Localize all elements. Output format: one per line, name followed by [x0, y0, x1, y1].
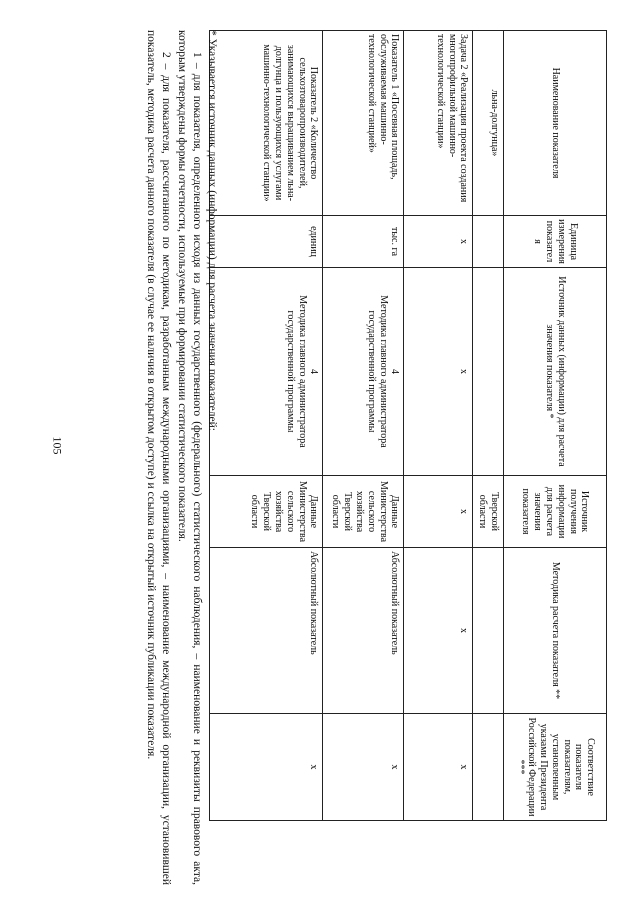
cell-data-source: 4 Методика главного администратора государственной программы — [323, 268, 404, 476]
header-name: Наименование показателя — [504, 31, 607, 216]
page-number: 105 — [50, 436, 65, 455]
cell-unit: х — [404, 216, 473, 268]
header-unit: Единица измерения показателя — [504, 216, 607, 268]
header-compliance: Соответствие показателя показателям, установленным указами Президента Российской Федерации *** — [504, 714, 607, 821]
header-data-source: Источник данных (информации) для расчета значения показателя * — [504, 268, 607, 476]
header-info-source: Источник получения информации для расчета значения показателя — [504, 476, 607, 548]
footnotes — [143, 30, 219, 885]
table-row — [323, 31, 404, 821]
cell-name: Показатель 1 «Посевная площадь, обслуживаемая машинно-технологической станцией» — [323, 31, 404, 216]
cell-unit — [473, 216, 504, 268]
cell-unit: единиц — [210, 216, 323, 268]
cell-info-source: Данные Министерства сельского хозяйства Тверской области — [323, 476, 404, 548]
cell-name: Задача 2 «Реализация проекта создания многопрофильной машинно-технологической станции» — [404, 31, 473, 216]
cell-method: Абсолютный показатель — [323, 548, 404, 714]
cell-unit: тыс. га — [323, 216, 404, 268]
rotated-page-content — [47, 30, 607, 885]
cell-data-source: х — [404, 268, 473, 476]
footnote-item-1: 1 – для показателя, определенного исходя из данных государственного (федерального) статистического наблюдения, – наименование и реквизиты правового акта, которым утверждены формы отчетности, используемые при формировании статистического показателя. — [175, 30, 203, 885]
cell-data-source — [473, 268, 504, 476]
table-header-row — [504, 31, 607, 821]
cell-method: х — [404, 548, 473, 714]
cell-compliance: х — [404, 714, 473, 821]
table-row — [404, 31, 473, 821]
table-row — [473, 31, 504, 821]
header-method: Методика расчета показателя ** — [504, 548, 607, 714]
footnote-intro: * Указывается источник данных (информации) для расчета значения показателей: — [206, 30, 218, 431]
cell-compliance: х — [323, 714, 404, 821]
cell-method: Абсолютный показатель — [210, 548, 323, 714]
cell-info-source: х — [404, 476, 473, 548]
indicator-table — [209, 30, 607, 821]
cell-name: льна-долгунца» — [473, 31, 504, 216]
cell-method — [473, 548, 504, 714]
footnote-item-2: 2 – для показателя, рассчитанного по методикам, разработанным международными организациями, – наименование международной организации, установившей показатель, методика расчета данного показателя (в случае ее наличия в открытом доступе) и ссылка на открытый источник публикации показателя. — [145, 30, 173, 885]
cell-name: Показатель 2 «Количество сельхозтоваропроизводителей, занимающихся выращиванием льна-долгунца и пользующихся услугами машинно-технологической станции» — [210, 31, 323, 216]
cell-info-source: Тверской области — [473, 476, 504, 548]
cell-compliance — [473, 714, 504, 821]
table-row — [210, 31, 323, 821]
cell-info-source: Данные Министерства сельского хозяйства Тверской области — [210, 476, 323, 548]
cell-data-source: 4 Методика главного администратора государственной программы — [210, 268, 323, 476]
cell-compliance: х — [210, 714, 323, 821]
